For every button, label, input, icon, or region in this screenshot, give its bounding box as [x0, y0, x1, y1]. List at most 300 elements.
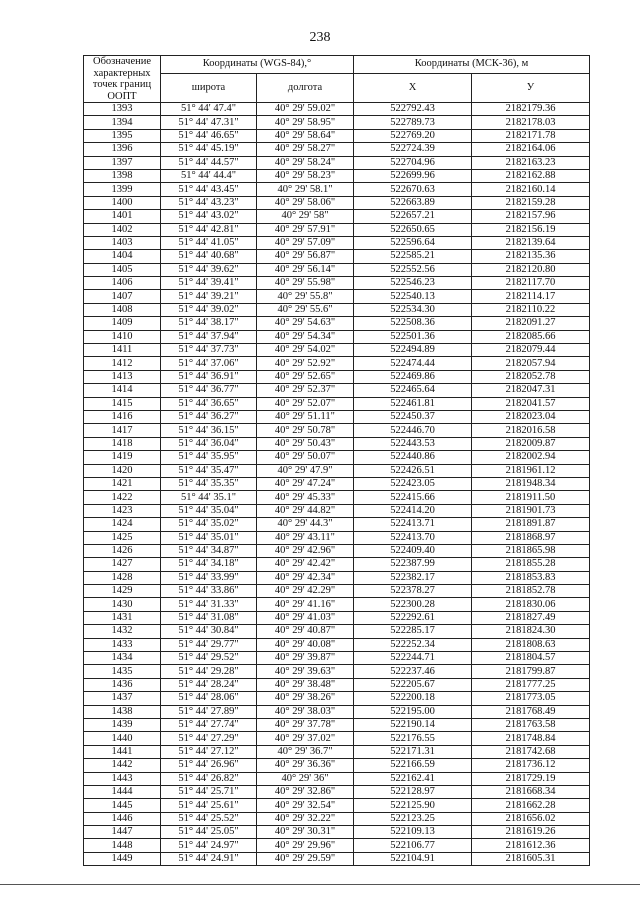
x-cell: 522128.97: [354, 785, 472, 798]
longitude-cell: 40° 29' 40.08": [257, 638, 354, 651]
x-cell: 522724.39: [354, 143, 472, 156]
y-cell: 2181748.84: [472, 732, 590, 745]
table-row: [84, 277, 590, 290]
point-id-cell: 1407: [84, 290, 161, 303]
x-cell: 522162.41: [354, 772, 472, 785]
latitude-cell: 51° 44' 33.86": [161, 585, 257, 598]
x-cell: 522195.00: [354, 705, 472, 718]
point-id-cell: 1431: [84, 611, 161, 624]
x-cell: 522109.13: [354, 826, 472, 839]
table-row: [84, 477, 590, 490]
longitude-cell: 40° 29' 58.06": [257, 196, 354, 209]
latitude-cell: 51° 44' 37.73": [161, 344, 257, 357]
point-id-cell: 1395: [84, 129, 161, 142]
table-row: [84, 504, 590, 517]
table-row: [84, 330, 590, 343]
point-id-cell: 1414: [84, 384, 161, 397]
y-cell: 2182178.03: [472, 116, 590, 129]
x-cell: 522450.37: [354, 410, 472, 423]
header-wgs-group: Координаты (WGS-84),°: [161, 56, 354, 74]
table-row: [84, 745, 590, 758]
header-longitude: долгота: [257, 73, 354, 102]
table-row: [84, 558, 590, 571]
table-row: [84, 839, 590, 852]
table-row: [84, 718, 590, 731]
point-id-cell: 1419: [84, 451, 161, 464]
y-cell: 2182057.94: [472, 357, 590, 370]
longitude-cell: 40° 29' 57.91": [257, 223, 354, 236]
latitude-cell: 51° 44' 27.12": [161, 745, 257, 758]
table-row: [84, 705, 590, 718]
latitude-cell: 51° 44' 34.18": [161, 558, 257, 571]
point-id-cell: 1399: [84, 183, 161, 196]
x-cell: 522104.91: [354, 852, 472, 865]
latitude-cell: 51° 44' 36.15": [161, 424, 257, 437]
y-cell: 2181729.19: [472, 772, 590, 785]
latitude-cell: 51° 44' 38.17": [161, 317, 257, 330]
y-cell: 2182139.64: [472, 236, 590, 249]
x-cell: 522657.21: [354, 210, 472, 223]
table-row: [84, 223, 590, 236]
table-row: [84, 544, 590, 557]
x-cell: 522443.53: [354, 437, 472, 450]
point-id-cell: 1408: [84, 303, 161, 316]
longitude-cell: 40° 29' 45.33": [257, 491, 354, 504]
x-cell: 522670.63: [354, 183, 472, 196]
y-cell: 2182052.78: [472, 370, 590, 383]
latitude-cell: 51° 44' 35.1": [161, 491, 257, 504]
latitude-cell: 51° 44' 43.02": [161, 210, 257, 223]
y-cell: 2182157.96: [472, 210, 590, 223]
latitude-cell: 51° 44' 42.81": [161, 223, 257, 236]
latitude-cell: 51° 44' 37.06": [161, 357, 257, 370]
table-row: [84, 451, 590, 464]
table-row: [84, 531, 590, 544]
x-cell: 522534.30: [354, 303, 472, 316]
longitude-cell: 40° 29' 55.98": [257, 277, 354, 290]
y-cell: 2181948.34: [472, 477, 590, 490]
latitude-cell: 51° 44' 35.47": [161, 464, 257, 477]
latitude-cell: 51° 44' 39.62": [161, 263, 257, 276]
header-designation: Обозначение характерных точек границ ООПТ: [84, 56, 161, 103]
x-cell: 522237.46: [354, 665, 472, 678]
latitude-cell: 51° 44' 28.24": [161, 678, 257, 691]
point-id-cell: 1433: [84, 638, 161, 651]
latitude-cell: 51° 44' 44.57": [161, 156, 257, 169]
longitude-cell: 40° 29' 42.42": [257, 558, 354, 571]
longitude-cell: 40° 29' 32.54": [257, 799, 354, 812]
x-cell: 522596.64: [354, 236, 472, 249]
x-cell: 522252.34: [354, 638, 472, 651]
latitude-cell: 51° 44' 35.04": [161, 504, 257, 517]
table-row: [84, 196, 590, 209]
latitude-cell: 51° 44' 39.02": [161, 303, 257, 316]
latitude-cell: 51° 44' 35.01": [161, 531, 257, 544]
point-id-cell: 1449: [84, 852, 161, 865]
table-row: [84, 210, 590, 223]
x-cell: 522413.70: [354, 531, 472, 544]
latitude-cell: 51° 44' 25.05": [161, 826, 257, 839]
y-cell: 2182164.06: [472, 143, 590, 156]
point-id-cell: 1412: [84, 357, 161, 370]
point-id-cell: 1401: [84, 210, 161, 223]
latitude-cell: 51° 44' 37.94": [161, 330, 257, 343]
x-cell: 522171.31: [354, 745, 472, 758]
bottom-rule: [0, 884, 640, 885]
y-cell: 2182009.87: [472, 437, 590, 450]
y-cell: 2181961.12: [472, 464, 590, 477]
latitude-cell: 51° 44' 39.41": [161, 277, 257, 290]
point-id-cell: 1432: [84, 625, 161, 638]
longitude-cell: 40° 29' 52.92": [257, 357, 354, 370]
table-row: [84, 638, 590, 651]
header-x: X: [354, 73, 472, 102]
x-cell: 522205.67: [354, 678, 472, 691]
point-id-cell: 1421: [84, 477, 161, 490]
point-id-cell: 1448: [84, 839, 161, 852]
table-row: [84, 116, 590, 129]
x-cell: 522409.40: [354, 544, 472, 557]
point-id-cell: 1427: [84, 558, 161, 571]
longitude-cell: 40° 29' 52.07": [257, 397, 354, 410]
y-cell: 2182079.44: [472, 344, 590, 357]
x-cell: 522125.90: [354, 799, 472, 812]
x-cell: 522300.28: [354, 598, 472, 611]
latitude-cell: 51° 44' 44.4": [161, 169, 257, 182]
longitude-cell: 40° 29' 52.37": [257, 384, 354, 397]
y-cell: 2182162.88: [472, 169, 590, 182]
y-cell: 2181855.28: [472, 558, 590, 571]
point-id-cell: 1405: [84, 263, 161, 276]
point-id-cell: 1425: [84, 531, 161, 544]
table-row: [84, 665, 590, 678]
x-cell: 522769.20: [354, 129, 472, 142]
latitude-cell: 51° 44' 27.74": [161, 718, 257, 731]
x-cell: 522699.96: [354, 169, 472, 182]
longitude-cell: 40° 29' 52.65": [257, 370, 354, 383]
table-row: [84, 464, 590, 477]
x-cell: 522166.59: [354, 759, 472, 772]
longitude-cell: 40° 29' 37.02": [257, 732, 354, 745]
latitude-cell: 51° 44' 29.77": [161, 638, 257, 651]
table-row: [84, 611, 590, 624]
x-cell: 522461.81: [354, 397, 472, 410]
point-id-cell: 1402: [84, 223, 161, 236]
longitude-cell: 40° 29' 30.31": [257, 826, 354, 839]
longitude-cell: 40° 29' 36.36": [257, 759, 354, 772]
table-row: [84, 344, 590, 357]
longitude-cell: 40° 29' 58.95": [257, 116, 354, 129]
y-cell: 2181768.49: [472, 705, 590, 718]
longitude-cell: 40° 29' 37.78": [257, 718, 354, 731]
latitude-cell: 51° 44' 28.06": [161, 692, 257, 705]
latitude-cell: 51° 44' 39.21": [161, 290, 257, 303]
point-id-cell: 1400: [84, 196, 161, 209]
y-cell: 2181619.26: [472, 826, 590, 839]
point-id-cell: 1415: [84, 397, 161, 410]
point-id-cell: 1418: [84, 437, 161, 450]
table-row: [84, 772, 590, 785]
point-id-cell: 1416: [84, 410, 161, 423]
y-cell: 2182047.31: [472, 384, 590, 397]
latitude-cell: 51° 44' 46.65": [161, 129, 257, 142]
y-cell: 2182179.36: [472, 103, 590, 116]
table-row: [84, 169, 590, 182]
x-cell: 522387.99: [354, 558, 472, 571]
longitude-cell: 40° 29' 58.27": [257, 143, 354, 156]
y-cell: 2182159.28: [472, 196, 590, 209]
y-cell: 2181736.12: [472, 759, 590, 772]
latitude-cell: 51° 44' 41.05": [161, 236, 257, 249]
point-id-cell: 1440: [84, 732, 161, 745]
longitude-cell: 40° 29' 43.11": [257, 531, 354, 544]
x-cell: 522546.23: [354, 277, 472, 290]
latitude-cell: 51° 44' 27.89": [161, 705, 257, 718]
point-id-cell: 1426: [84, 544, 161, 557]
latitude-cell: 51° 44' 31.33": [161, 598, 257, 611]
y-cell: 2181656.02: [472, 812, 590, 825]
latitude-cell: 51° 44' 47.31": [161, 116, 257, 129]
point-id-cell: 1420: [84, 464, 161, 477]
y-cell: 2182117.70: [472, 277, 590, 290]
point-id-cell: 1444: [84, 785, 161, 798]
table-row: [84, 250, 590, 263]
point-id-cell: 1442: [84, 759, 161, 772]
header-msk-group: Координаты (МСК-36), м: [354, 56, 590, 74]
x-cell: 522792.43: [354, 103, 472, 116]
latitude-cell: 51° 44' 26.82": [161, 772, 257, 785]
longitude-cell: 40° 29' 59.02": [257, 103, 354, 116]
table-row: [84, 183, 590, 196]
y-cell: 2181773.05: [472, 692, 590, 705]
table-row: [84, 678, 590, 691]
longitude-cell: 40° 29' 50.43": [257, 437, 354, 450]
latitude-cell: 51° 44' 36.91": [161, 370, 257, 383]
table-row: [84, 759, 590, 772]
longitude-cell: 40° 29' 39.87": [257, 652, 354, 665]
y-cell: 2181868.97: [472, 531, 590, 544]
point-id-cell: 1436: [84, 678, 161, 691]
x-cell: 522200.18: [354, 692, 472, 705]
longitude-cell: 40° 29' 54.63": [257, 317, 354, 330]
y-cell: 2182171.78: [472, 129, 590, 142]
longitude-cell: 40° 29' 58": [257, 210, 354, 223]
point-id-cell: 1424: [84, 518, 161, 531]
longitude-cell: 40° 29' 56.14": [257, 263, 354, 276]
longitude-cell: 40° 29' 38.03": [257, 705, 354, 718]
point-id-cell: 1411: [84, 344, 161, 357]
table-row: [84, 812, 590, 825]
table-row: [84, 370, 590, 383]
x-cell: 522292.61: [354, 611, 472, 624]
longitude-cell: 40° 29' 32.22": [257, 812, 354, 825]
table-header: [84, 56, 590, 103]
y-cell: 2181662.28: [472, 799, 590, 812]
page-number: 238: [309, 30, 331, 45]
x-cell: 522244.71: [354, 652, 472, 665]
y-cell: 2181799.87: [472, 665, 590, 678]
point-id-cell: 1403: [84, 236, 161, 249]
longitude-cell: 40° 29' 39.63": [257, 665, 354, 678]
x-cell: 522552.56: [354, 263, 472, 276]
longitude-cell: 40° 29' 50.07": [257, 451, 354, 464]
table-row: [84, 303, 590, 316]
x-cell: 522413.71: [354, 518, 472, 531]
latitude-cell: 51° 44' 27.29": [161, 732, 257, 745]
longitude-cell: 40° 29' 38.26": [257, 692, 354, 705]
point-id-cell: 1438: [84, 705, 161, 718]
table-row: [84, 384, 590, 397]
latitude-cell: 51° 44' 36.27": [161, 410, 257, 423]
longitude-cell: 40° 29' 47.9": [257, 464, 354, 477]
table-row: [84, 410, 590, 423]
x-cell: 522469.86: [354, 370, 472, 383]
y-cell: 2182120.80: [472, 263, 590, 276]
table-row: [84, 598, 590, 611]
point-id-cell: 1447: [84, 826, 161, 839]
table-row: [84, 799, 590, 812]
point-id-cell: 1430: [84, 598, 161, 611]
longitude-cell: 40° 29' 40.87": [257, 625, 354, 638]
x-cell: 522106.77: [354, 839, 472, 852]
table-row: [84, 317, 590, 330]
point-id-cell: 1396: [84, 143, 161, 156]
y-cell: 2182091.27: [472, 317, 590, 330]
latitude-cell: 51° 44' 24.91": [161, 852, 257, 865]
x-cell: 522663.89: [354, 196, 472, 209]
longitude-cell: 40° 29' 56.87": [257, 250, 354, 263]
x-cell: 522474.44: [354, 357, 472, 370]
y-cell: 2181612.36: [472, 839, 590, 852]
table-row: [84, 143, 590, 156]
point-id-cell: 1428: [84, 571, 161, 584]
x-cell: 522494.89: [354, 344, 472, 357]
table-row: [84, 156, 590, 169]
y-cell: 2182160.14: [472, 183, 590, 196]
x-cell: 522415.66: [354, 491, 472, 504]
table-row: [84, 236, 590, 249]
longitude-cell: 40° 29' 51.11": [257, 410, 354, 423]
table-row: [84, 732, 590, 745]
longitude-cell: 40° 29' 38.48": [257, 678, 354, 691]
x-cell: 522508.36: [354, 317, 472, 330]
longitude-cell: 40° 29' 42.29": [257, 585, 354, 598]
point-id-cell: 1417: [84, 424, 161, 437]
y-cell: 2181742.68: [472, 745, 590, 758]
x-cell: 522426.51: [354, 464, 472, 477]
y-cell: 2181911.50: [472, 491, 590, 504]
x-cell: 522465.64: [354, 384, 472, 397]
longitude-cell: 40° 29' 58.24": [257, 156, 354, 169]
y-cell: 2181827.49: [472, 611, 590, 624]
y-cell: 2181853.83: [472, 571, 590, 584]
point-id-cell: 1394: [84, 116, 161, 129]
y-cell: 2182023.04: [472, 410, 590, 423]
coordinates-table: [83, 55, 590, 866]
point-id-cell: 1435: [84, 665, 161, 678]
table-row: [84, 103, 590, 116]
x-cell: 522540.13: [354, 290, 472, 303]
point-id-cell: 1406: [84, 277, 161, 290]
point-id-cell: 1434: [84, 652, 161, 665]
longitude-cell: 40° 29' 41.03": [257, 611, 354, 624]
table-row: [84, 852, 590, 865]
y-cell: 2181901.73: [472, 504, 590, 517]
point-id-cell: 1423: [84, 504, 161, 517]
longitude-cell: 40° 29' 58.64": [257, 129, 354, 142]
y-cell: 2181777.25: [472, 678, 590, 691]
x-cell: 522190.14: [354, 718, 472, 731]
y-cell: 2181830.06: [472, 598, 590, 611]
y-cell: 2182016.58: [472, 424, 590, 437]
longitude-cell: 40° 29' 57.09": [257, 236, 354, 249]
table-row: [84, 290, 590, 303]
table-row: [84, 652, 590, 665]
y-cell: 2181605.31: [472, 852, 590, 865]
longitude-cell: 40° 29' 36": [257, 772, 354, 785]
latitude-cell: 51° 44' 25.71": [161, 785, 257, 798]
x-cell: 522378.27: [354, 585, 472, 598]
latitude-cell: 51° 44' 35.02": [161, 518, 257, 531]
longitude-cell: 40° 29' 54.02": [257, 344, 354, 357]
latitude-cell: 51° 44' 29.52": [161, 652, 257, 665]
table-row: [84, 491, 590, 504]
latitude-cell: 51° 44' 33.99": [161, 571, 257, 584]
y-cell: 2182110.22: [472, 303, 590, 316]
x-cell: 522789.73: [354, 116, 472, 129]
latitude-cell: 51° 44' 36.65": [161, 397, 257, 410]
point-id-cell: 1409: [84, 317, 161, 330]
y-cell: 2182135.36: [472, 250, 590, 263]
table-row: [84, 692, 590, 705]
latitude-cell: 51° 44' 36.04": [161, 437, 257, 450]
longitude-cell: 40° 29' 54.34": [257, 330, 354, 343]
longitude-cell: 40° 29' 29.59": [257, 852, 354, 865]
y-cell: 2182002.94: [472, 451, 590, 464]
point-id-cell: 1393: [84, 103, 161, 116]
table-row: [84, 397, 590, 410]
point-id-cell: 1413: [84, 370, 161, 383]
table-row: [84, 518, 590, 531]
longitude-cell: 40° 29' 41.16": [257, 598, 354, 611]
point-id-cell: 1443: [84, 772, 161, 785]
longitude-cell: 40° 29' 47.24": [257, 477, 354, 490]
point-id-cell: 1397: [84, 156, 161, 169]
latitude-cell: 51° 44' 24.97": [161, 839, 257, 852]
table-row: [84, 785, 590, 798]
x-cell: 522501.36: [354, 330, 472, 343]
table-row: [84, 263, 590, 276]
point-id-cell: 1422: [84, 491, 161, 504]
y-cell: 2182041.57: [472, 397, 590, 410]
table-row: [84, 826, 590, 839]
latitude-cell: 51° 44' 29.28": [161, 665, 257, 678]
latitude-cell: 51° 44' 30.84": [161, 625, 257, 638]
latitude-cell: 51° 44' 31.08": [161, 611, 257, 624]
x-cell: 522440.86: [354, 451, 472, 464]
longitude-cell: 40° 29' 42.34": [257, 571, 354, 584]
latitude-cell: 51° 44' 45.19": [161, 143, 257, 156]
table-row: [84, 571, 590, 584]
y-cell: 2181763.58: [472, 718, 590, 731]
x-cell: 522382.17: [354, 571, 472, 584]
y-cell: 2181891.87: [472, 518, 590, 531]
y-cell: 2182163.23: [472, 156, 590, 169]
table-row: [84, 625, 590, 638]
x-cell: 522123.25: [354, 812, 472, 825]
latitude-cell: 51° 44' 43.23": [161, 196, 257, 209]
longitude-cell: 40° 29' 55.6": [257, 303, 354, 316]
